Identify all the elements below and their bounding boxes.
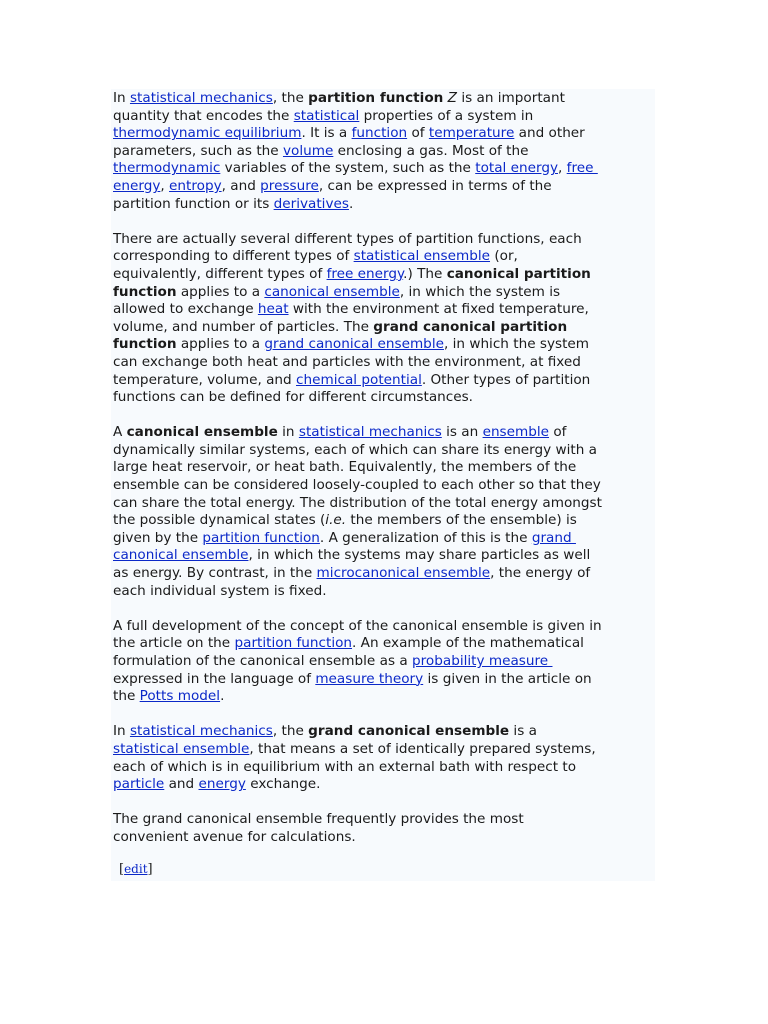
text-run: ,: [160, 177, 170, 194]
text-run: , in which the system: [443, 336, 590, 353]
wiki-link[interactable]: total energy: [475, 160, 559, 177]
text-run: , the: [272, 723, 309, 740]
text-run: and: [164, 776, 199, 793]
text-run: dynamically similar systems, each of which can share its energy with a: [113, 441, 598, 458]
bold-term: grand canonical partition: [373, 318, 568, 335]
text-line: [113, 583, 657, 601]
paragraph: [113, 231, 657, 407]
text-run: functions can be defined for different circumstances.: [113, 389, 474, 406]
text-run: with the environment at fixed temperature,: [288, 301, 589, 318]
text-run: ensemble can be considered loosely-coupled to each other so that they: [113, 477, 601, 494]
text-run: and other: [514, 125, 585, 142]
paragraph: [113, 811, 657, 846]
bold-term: canonical ensemble: [126, 424, 278, 441]
text-run: , the: [272, 90, 309, 106]
italic-text: Z: [447, 90, 457, 106]
wiki-link[interactable]: free energy: [326, 265, 404, 282]
text-run: as energy. By contrast, in the: [113, 565, 317, 582]
text-run: .: [220, 688, 225, 705]
wiki-link[interactable]: Potts model: [139, 688, 221, 705]
text-line: [113, 459, 657, 477]
text-run: ,: [558, 160, 567, 177]
text-run: is an: [441, 424, 483, 441]
wiki-link[interactable]: statistical: [293, 107, 360, 124]
wiki-link[interactable]: pressure: [260, 177, 319, 194]
text-line: [113, 284, 657, 302]
text-run: is an important: [457, 90, 565, 106]
text-line: [113, 125, 657, 143]
text-line: [113, 477, 657, 495]
text-run: applies to a: [176, 336, 265, 353]
text-run: There are actually several different types of partition functions, each: [113, 230, 582, 247]
wiki-link[interactable]: entropy: [169, 177, 222, 194]
text-line: [113, 354, 657, 372]
text-run: . It is a: [301, 125, 352, 142]
wiki-link[interactable]: microcanonical ensemble: [316, 565, 491, 582]
text-run: expressed in the language of: [113, 670, 316, 687]
text-run: the members of the ensemble) is: [346, 512, 577, 529]
wiki-link[interactable]: temperature: [428, 125, 515, 142]
text-line: [113, 653, 657, 671]
text-line: [113, 635, 657, 653]
text-run: .) The: [403, 265, 447, 282]
wiki-link[interactable]: grand canonical ensemble: [264, 336, 444, 353]
wiki-link[interactable]: thermodynamic equilibrium: [113, 125, 302, 142]
bold-term: function: [113, 336, 177, 353]
bold-term: function: [113, 283, 177, 300]
text-line: [113, 671, 657, 689]
paragraph: [113, 424, 657, 600]
paragraph: [113, 90, 657, 213]
text-run: In: [113, 90, 130, 106]
text-run: . Other types of partition: [421, 371, 591, 388]
wiki-link[interactable]: grand: [531, 529, 576, 546]
wiki-link[interactable]: volume: [282, 142, 334, 159]
text-run: volume, and number of particles. The: [113, 318, 374, 335]
wiki-link[interactable]: thermodynamic: [113, 160, 221, 177]
edit-open-bracket: [: [119, 862, 125, 877]
wiki-link[interactable]: energy: [113, 177, 161, 194]
text-line: [113, 178, 657, 196]
text-run: each of which is in equilibrium with an external bath with respect to: [113, 758, 577, 775]
text-line: [113, 565, 657, 583]
text-run: the possible dynamical states (: [113, 512, 326, 529]
text-line: [113, 424, 657, 442]
text-run: The grand canonical ensemble frequently provides the most: [113, 811, 524, 828]
text-run: quantity that encodes the: [113, 107, 294, 124]
text-line: [113, 143, 657, 161]
text-run: partition function or its: [113, 195, 274, 212]
text-run: . An example of the mathematical: [352, 635, 584, 652]
text-line: [113, 301, 657, 319]
text-run: the: [113, 688, 140, 705]
text-line: [113, 547, 657, 565]
wiki-link[interactable]: probability measure: [412, 653, 553, 669]
text-run: convenient avenue for calculations.: [113, 828, 356, 845]
text-run: enclosing a gas. Most of the: [333, 142, 529, 159]
text-run: variables of the system, such as the: [220, 160, 476, 177]
wiki-link[interactable]: ensemble: [482, 424, 550, 441]
text-run: given by the: [113, 529, 203, 546]
text-run: large heat reservoir, or heat bath. Equivalently, the members of the: [113, 459, 577, 476]
wiki-link[interactable]: derivatives: [273, 195, 349, 212]
text-run: parameters, such as the: [113, 142, 283, 159]
text-line: [113, 776, 657, 794]
text-line: [113, 495, 657, 513]
text-run: temperature, volume, and: [113, 371, 296, 388]
wiki-link[interactable]: energy: [198, 776, 246, 793]
wiki-link[interactable]: statistical ensemble: [113, 740, 250, 757]
text-run: , that means a set of identically prepared systems,: [249, 740, 596, 757]
text-line: [113, 741, 657, 759]
text-line: [113, 266, 657, 284]
text-run: applies to a: [176, 283, 265, 300]
wiki-link[interactable]: measure theory: [315, 670, 424, 687]
text-line: [113, 829, 657, 847]
text-run: A full development of the concept of the canonical ensemble is given in: [113, 617, 602, 634]
text-line: [113, 389, 657, 407]
wiki-link[interactable]: heat: [257, 301, 289, 318]
wiki-link[interactable]: particle: [113, 776, 165, 793]
text-run: can share the total energy. The distribution of the total energy amongst: [113, 494, 602, 511]
text-run: properties of a system in: [359, 107, 534, 124]
bold-term: grand canonical ensemble: [308, 723, 510, 740]
text-line: [113, 196, 657, 214]
wiki-link[interactable]: statistical ensemble: [353, 248, 491, 265]
wiki-link[interactable]: statistical mechanics: [298, 424, 442, 441]
text-run: of: [407, 125, 429, 142]
text-run: equivalently, different types of: [113, 265, 327, 282]
wiki-link[interactable]: statistical mechanics: [129, 723, 273, 740]
wiki-link[interactable]: chemical potential: [296, 371, 422, 388]
text-run: (or,: [490, 248, 518, 265]
text-line: [113, 160, 657, 178]
wiki-link[interactable]: canonical ensemble: [113, 547, 249, 564]
text-run: corresponding to different types of: [113, 248, 354, 265]
text-run: in: [277, 424, 299, 441]
text-run: .: [348, 195, 354, 212]
paragraph: [113, 723, 657, 793]
text-run: A: [113, 424, 127, 441]
wiki-link[interactable]: canonical ensemble: [264, 283, 400, 300]
text-run: , can be expressed in terms of the: [318, 177, 552, 194]
edit-section: [119, 862, 153, 877]
text-run: is given in the article on: [423, 670, 592, 687]
text-line: [113, 442, 657, 460]
text-run: can exchange both heat and particles with the environment, at fixed: [113, 353, 581, 370]
edit-close-bracket: ]: [147, 862, 153, 877]
text-run: , in which the system is: [399, 283, 561, 300]
text-line: [113, 372, 657, 390]
text-run: is a: [509, 723, 537, 740]
text-line: [113, 618, 657, 636]
text-line: [113, 248, 657, 266]
text-line: [113, 108, 657, 126]
text-run: , in which the systems may share particles as well: [248, 547, 591, 564]
edit-link[interactable]: edit: [124, 862, 148, 876]
text-line: [113, 759, 657, 777]
wiki-link[interactable]: statistical mechanics: [129, 90, 273, 106]
text-line: [113, 90, 657, 108]
text-run: . A generalization of this is the: [319, 529, 532, 546]
wiki-link[interactable]: function: [351, 125, 408, 142]
wiki-link[interactable]: partition function: [234, 635, 353, 652]
text-run: the article on the: [113, 635, 235, 652]
text-line: [113, 336, 657, 354]
text-run: exchange.: [245, 776, 321, 793]
paragraph: [113, 618, 657, 706]
bold-term: canonical partition: [446, 265, 591, 282]
text-run: each individual system is fixed.: [113, 582, 327, 599]
wiki-link[interactable]: free: [566, 160, 598, 177]
text-line: [113, 723, 657, 741]
article-body: [113, 90, 657, 864]
text-line: [113, 231, 657, 249]
text-line: [113, 512, 657, 530]
text-run: , and: [221, 177, 261, 194]
text-line: [113, 530, 657, 548]
bold-term: partition function: [308, 90, 444, 106]
text-run: allowed to exchange: [113, 301, 258, 318]
text-run: formulation of the canonical ensemble as a: [113, 653, 413, 669]
text-line: [113, 811, 657, 829]
text-line: [113, 688, 657, 706]
text-run: In: [113, 723, 130, 740]
text-run: , the energy of: [490, 565, 591, 582]
text-run: of: [549, 424, 567, 441]
italic-text: i.e.: [325, 512, 347, 529]
wiki-link[interactable]: partition function: [202, 529, 320, 546]
text-line: [113, 319, 657, 337]
